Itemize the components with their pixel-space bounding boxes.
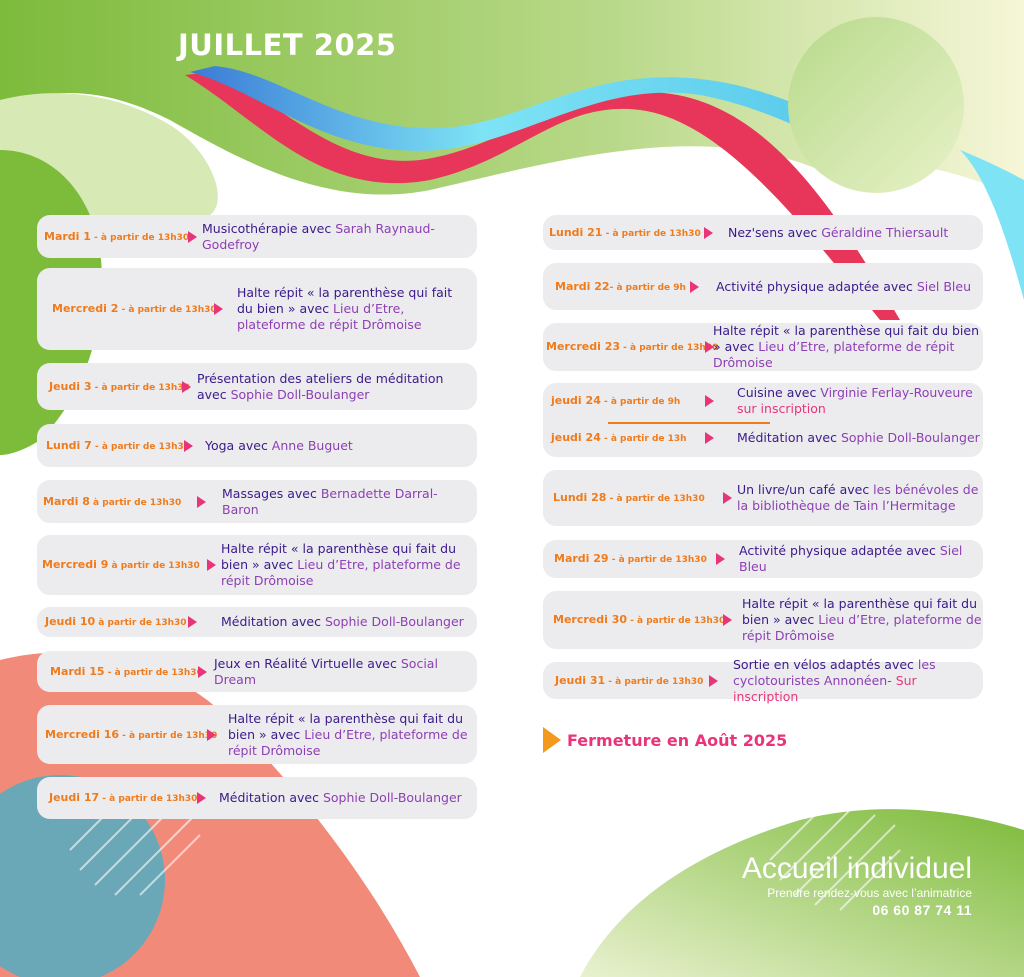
event-time: - à partir de 13h30 <box>104 667 203 678</box>
event-date <box>553 613 725 626</box>
event-description <box>737 385 982 417</box>
event-date <box>555 674 703 687</box>
event-time: - à partir de 13h30 <box>605 676 704 687</box>
event-card <box>37 480 477 523</box>
event-day: Mardi 22 <box>555 279 610 293</box>
arrow-icon <box>197 792 206 804</box>
event-day: jeudi 24 <box>551 394 601 407</box>
event-time: - à partir de 9h <box>600 397 681 407</box>
event-card <box>37 268 477 350</box>
event-activity: Activité physique adaptée avec <box>739 543 940 558</box>
event-activity: Yoga avec <box>205 437 272 453</box>
event-date <box>50 665 203 678</box>
event-description <box>733 657 983 705</box>
event-time: - à partir de 13h30 <box>91 382 190 393</box>
event-time: - à partir de 13h30 <box>627 616 726 626</box>
event-host: Bernadette Darral-Baron <box>222 485 438 517</box>
event-card <box>543 470 983 526</box>
event-activity: Un livre/un café avec <box>737 482 874 497</box>
event-host: Lieu d’Etre, plateforme de répit Drômoise <box>713 339 955 370</box>
event-activity: Musicothérapie avec <box>202 220 336 236</box>
event-time: à partir de 13h30 <box>95 618 187 628</box>
event-activity: Méditation avec <box>219 790 323 805</box>
event-date <box>546 340 718 353</box>
event-time: - à partir de 13h30 <box>118 305 217 315</box>
event-day: Mardi 8 <box>43 494 90 508</box>
closing-arrow-icon <box>543 727 561 753</box>
event-card <box>37 651 477 692</box>
accueil-block <box>742 852 972 920</box>
event-card <box>543 263 983 310</box>
event-date <box>45 728 217 741</box>
event-activity: Halte répit « la parenthèse qui fait du bien » avec <box>221 541 456 572</box>
event-activity: Jeux en Réalité Virtuelle avec <box>214 655 401 671</box>
event-day: Mercredi 30 <box>553 613 628 626</box>
event-time: - à partir de 13h30 <box>608 555 707 565</box>
event-host: Lieu d’Etre, plateforme de répit Drômoise <box>228 726 468 758</box>
event-day: Jeudi 31 <box>555 673 606 687</box>
event-card <box>37 705 477 764</box>
event-date <box>553 491 705 504</box>
event-activity: Massages avec <box>222 485 321 501</box>
event-host: Sarah Raynaud-Godefroy <box>202 220 435 252</box>
event-time: - à partir de 13h30 <box>119 730 218 741</box>
event-time: - à partir de 13h <box>600 434 687 444</box>
event-description <box>214 656 474 688</box>
event-activity: Halte répit « la parenthèse qui fait du bien » avec <box>237 285 453 316</box>
event-host: Social Dream <box>214 655 438 687</box>
arrow-icon <box>188 616 197 628</box>
arrow-icon <box>197 496 206 508</box>
page-title: JUILLET 2025 <box>178 28 397 62</box>
event-description <box>737 482 982 514</box>
event-description <box>742 596 982 644</box>
event-host: Siel Bleu <box>739 543 963 574</box>
event-day: Lundi 21 <box>549 225 603 239</box>
event-day: jeudi 24 <box>551 431 601 444</box>
arrow-icon <box>207 559 216 571</box>
card-separator <box>608 422 770 424</box>
event-date <box>46 439 190 452</box>
arrow-icon <box>705 432 714 444</box>
event-day: Jeudi 3 <box>49 379 92 393</box>
event-activity: Activité physique adaptée avec <box>716 278 917 294</box>
event-card <box>543 591 983 649</box>
arrow-icon <box>207 729 216 741</box>
event-host: Lieu d’Etre, plateforme de répit Drômoise <box>237 301 422 332</box>
event-day: Jeudi 10 <box>45 615 96 628</box>
event-activity: Présentation des ateliers de méditation avec <box>197 370 444 402</box>
event-description <box>219 790 474 806</box>
event-time: - à partir de 13h30 <box>606 494 705 504</box>
arrow-icon <box>723 492 732 504</box>
event-date <box>49 791 197 804</box>
arrow-icon <box>716 553 725 565</box>
event-day: Mardi 29 <box>554 552 609 565</box>
closing-notice: Fermeture en Août 2025 <box>567 731 788 750</box>
event-activity: Nez'sens avec <box>728 224 822 240</box>
event-date <box>554 552 707 565</box>
accueil-title: Accueil individuel <box>741 852 972 885</box>
event-host: Sophie Doll-Boulanger <box>324 614 464 629</box>
event-registration-note: Sur inscription <box>733 672 917 704</box>
event-registration-note: sur inscription <box>737 401 826 416</box>
event-card <box>37 424 477 467</box>
arrow-icon <box>723 614 732 626</box>
event-date <box>551 431 687 444</box>
arrow-icon <box>705 395 714 407</box>
event-description <box>716 279 981 295</box>
event-host: Sophie Doll-Boulanger <box>840 430 980 445</box>
event-date <box>555 280 686 293</box>
event-host: Virginie Ferlay-Rouveure <box>820 385 973 400</box>
event-date <box>551 394 680 407</box>
event-card <box>543 323 983 371</box>
event-date <box>42 558 200 571</box>
event-host: Lieu d’Etre, plateforme de répit Drômoise <box>742 612 982 643</box>
event-time: - à partir de 13h30 <box>620 343 719 353</box>
event-time: - à partir de 13h30 <box>90 232 190 243</box>
event-card <box>37 363 477 410</box>
event-card <box>37 607 477 637</box>
event-description <box>202 221 472 253</box>
event-day: Mercredi 9 <box>42 558 109 571</box>
event-date <box>549 226 701 239</box>
event-day: Lundi 7 <box>46 438 92 452</box>
event-day: Mercredi 23 <box>546 340 621 353</box>
event-time: à partir de 13h30 <box>89 497 182 508</box>
event-description <box>728 225 978 241</box>
event-date <box>45 615 187 628</box>
event-day: Mardi 1 <box>44 229 91 243</box>
event-activity: Méditation avec <box>221 614 325 629</box>
event-host: les bénévoles de la bibliothèque de Tain l’Hermitage <box>737 482 979 513</box>
event-description <box>228 711 468 759</box>
event-card <box>543 383 983 457</box>
arrow-icon <box>184 440 193 452</box>
event-time: - à partir de 9h <box>609 282 686 293</box>
event-card <box>543 540 983 578</box>
event-description <box>737 430 982 446</box>
event-host: Sophie Doll-Boulanger <box>322 790 462 805</box>
event-card <box>543 215 983 250</box>
event-time: à partir de 13h30 <box>108 561 200 571</box>
event-host: Géraldine Thiersault <box>821 224 949 240</box>
event-description <box>205 438 470 454</box>
event-date <box>49 380 190 393</box>
accueil-phone: 06 60 87 74 11 <box>872 902 972 918</box>
arrow-icon <box>182 381 191 393</box>
arrow-icon <box>198 666 207 678</box>
accueil-subtitle: Prendre rendez-vous avec l’animatrice <box>767 886 972 900</box>
event-description <box>221 614 471 630</box>
event-time: - à partir de 13h30 <box>91 441 191 452</box>
event-activity: Halte répit « la parenthèse qui fait du bien » avec <box>742 596 977 627</box>
event-description <box>197 371 467 403</box>
event-description <box>739 543 979 575</box>
event-time: - à partir de 13h30 <box>602 228 701 239</box>
event-day: Mercredi 16 <box>45 727 120 741</box>
event-date <box>52 302 217 315</box>
event-activity: Halte répit « la parenthèse qui fait du bien » avec <box>713 323 979 354</box>
arrow-icon <box>214 303 223 315</box>
event-day: Jeudi 17 <box>49 791 100 804</box>
event-card <box>543 656 983 704</box>
event-host: Sophie Doll-Boulanger <box>230 386 370 402</box>
event-description <box>222 486 472 518</box>
event-day: Lundi 28 <box>553 491 607 504</box>
arrow-icon <box>709 675 718 687</box>
event-activity: Cuisine avec <box>737 385 821 400</box>
arrow-icon <box>704 227 713 239</box>
arrow-icon <box>690 281 699 293</box>
event-activity: Méditation avec <box>737 430 841 445</box>
event-date <box>44 230 189 243</box>
event-host: Lieu d’Etre, plateforme de répit Drômoise <box>221 557 461 588</box>
event-host: Anne Buguet <box>271 437 353 453</box>
event-day: Mardi 15 <box>50 664 105 678</box>
event-description <box>237 285 467 333</box>
event-description <box>221 541 471 589</box>
event-date <box>43 495 181 508</box>
event-day: Mercredi 2 <box>52 302 119 315</box>
event-activity: Sortie en vélos adaptés avec <box>733 656 918 672</box>
event-card <box>37 215 477 258</box>
event-card <box>37 777 477 819</box>
event-host: les cyclotouristes Annonéen- <box>733 656 936 688</box>
event-activity: Halte répit « la parenthèse qui fait du bien » avec <box>228 710 463 742</box>
event-card <box>37 535 477 595</box>
arrow-icon <box>188 231 197 243</box>
event-description <box>713 323 983 371</box>
event-time: - à partir de 13h30 <box>99 794 198 804</box>
event-host: Siel Bleu <box>916 278 972 294</box>
